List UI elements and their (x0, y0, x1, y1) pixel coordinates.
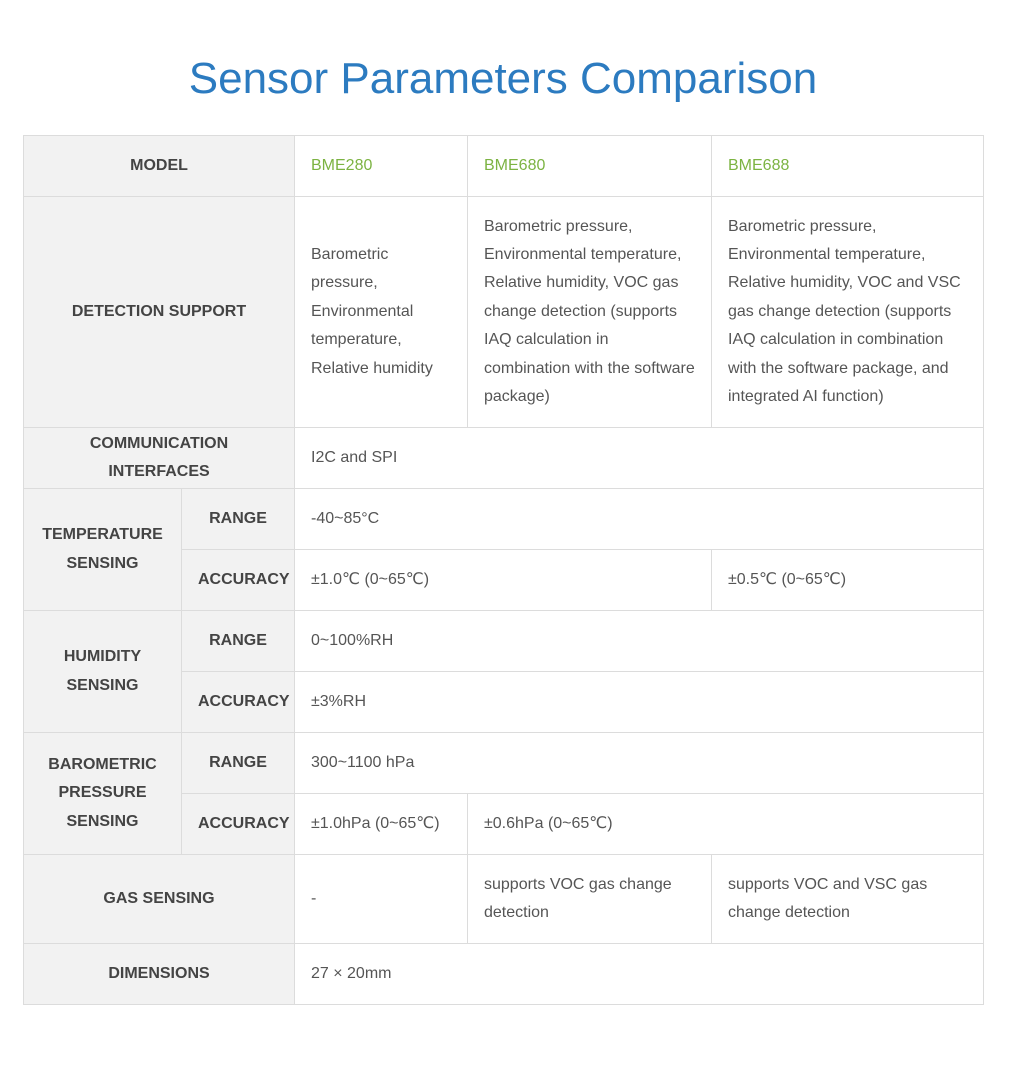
table-row-temperature-range (24, 489, 984, 550)
pressure-accuracy-label: ACCURACY (182, 794, 295, 855)
dimensions-value: 27 × 20mm (295, 944, 984, 1005)
detection-support-bme680: Barometric pressure, Environmental temperature, Relative humidity, VOC gas change detection (supports IAQ calculation in combination with the software package) (468, 197, 712, 428)
detection-support-header: DETECTION SUPPORT (24, 197, 295, 428)
pressure-sensing-header: BAROMETRIC PRESSURE SENSING (24, 733, 182, 855)
pressure-range-value: 300~1100 hPa (295, 733, 984, 794)
table-row-detection-support (24, 197, 984, 428)
pressure-accuracy-bme280: ±1.0hPa (0~65℃) (295, 794, 468, 855)
table-row-gas-sensing (24, 855, 984, 944)
humidity-range-label: RANGE (182, 611, 295, 672)
humidity-range-value: 0~100%RH (295, 611, 984, 672)
model-bme680: BME680 (468, 136, 712, 197)
model-bme280: BME280 (295, 136, 468, 197)
temperature-accuracy-bme688: ±0.5℃ (0~65℃) (712, 550, 984, 611)
humidity-accuracy-value: ±3%RH (295, 672, 984, 733)
detection-support-bme280: Barometric pressure, Environmental temperature, Relative humidity (295, 197, 468, 428)
communication-value: I2C and SPI (295, 428, 984, 489)
table-row-humidity-range (24, 611, 984, 672)
temperature-accuracy-label: ACCURACY (182, 550, 295, 611)
pressure-accuracy-bme680-688: ±0.6hPa (0~65℃) (468, 794, 984, 855)
humidity-sensing-header: HUMIDITY SENSING (24, 611, 182, 733)
gas-sensing-bme688: supports VOC and VSC gas change detection (712, 855, 984, 944)
page-title: Sensor Parameters Comparison (188, 54, 818, 103)
table-row-pressure-range (24, 733, 984, 794)
model-header: MODEL (24, 136, 295, 197)
dimensions-header: DIMENSIONS (24, 944, 295, 1005)
temperature-range-label: RANGE (182, 489, 295, 550)
pressure-range-label: RANGE (182, 733, 295, 794)
table-row-dimensions (24, 944, 984, 1005)
gas-sensing-bme280: - (295, 855, 468, 944)
sensor-comparison-table (23, 135, 984, 1005)
humidity-accuracy-label: ACCURACY (182, 672, 295, 733)
gas-sensing-bme680: supports VOC gas change detection (468, 855, 712, 944)
communication-header: COMMUNICATION INTERFACES (24, 428, 295, 489)
gas-sensing-header: GAS SENSING (24, 855, 295, 944)
table-row-model (24, 136, 984, 197)
model-bme688: BME688 (712, 136, 984, 197)
detection-support-bme688: Barometric pressure, Environmental temperature, Relative humidity, VOC and VSC gas change detection (supports IAQ calculation in combination with the software package, and integrated AI function) (712, 197, 984, 428)
temperature-sensing-header: TEMPERATURE SENSING (24, 489, 182, 611)
temperature-accuracy-bme280-680: ±1.0℃ (0~65℃) (295, 550, 712, 611)
temperature-range-value: -40~85°C (295, 489, 984, 550)
table-row-communication (24, 428, 984, 489)
